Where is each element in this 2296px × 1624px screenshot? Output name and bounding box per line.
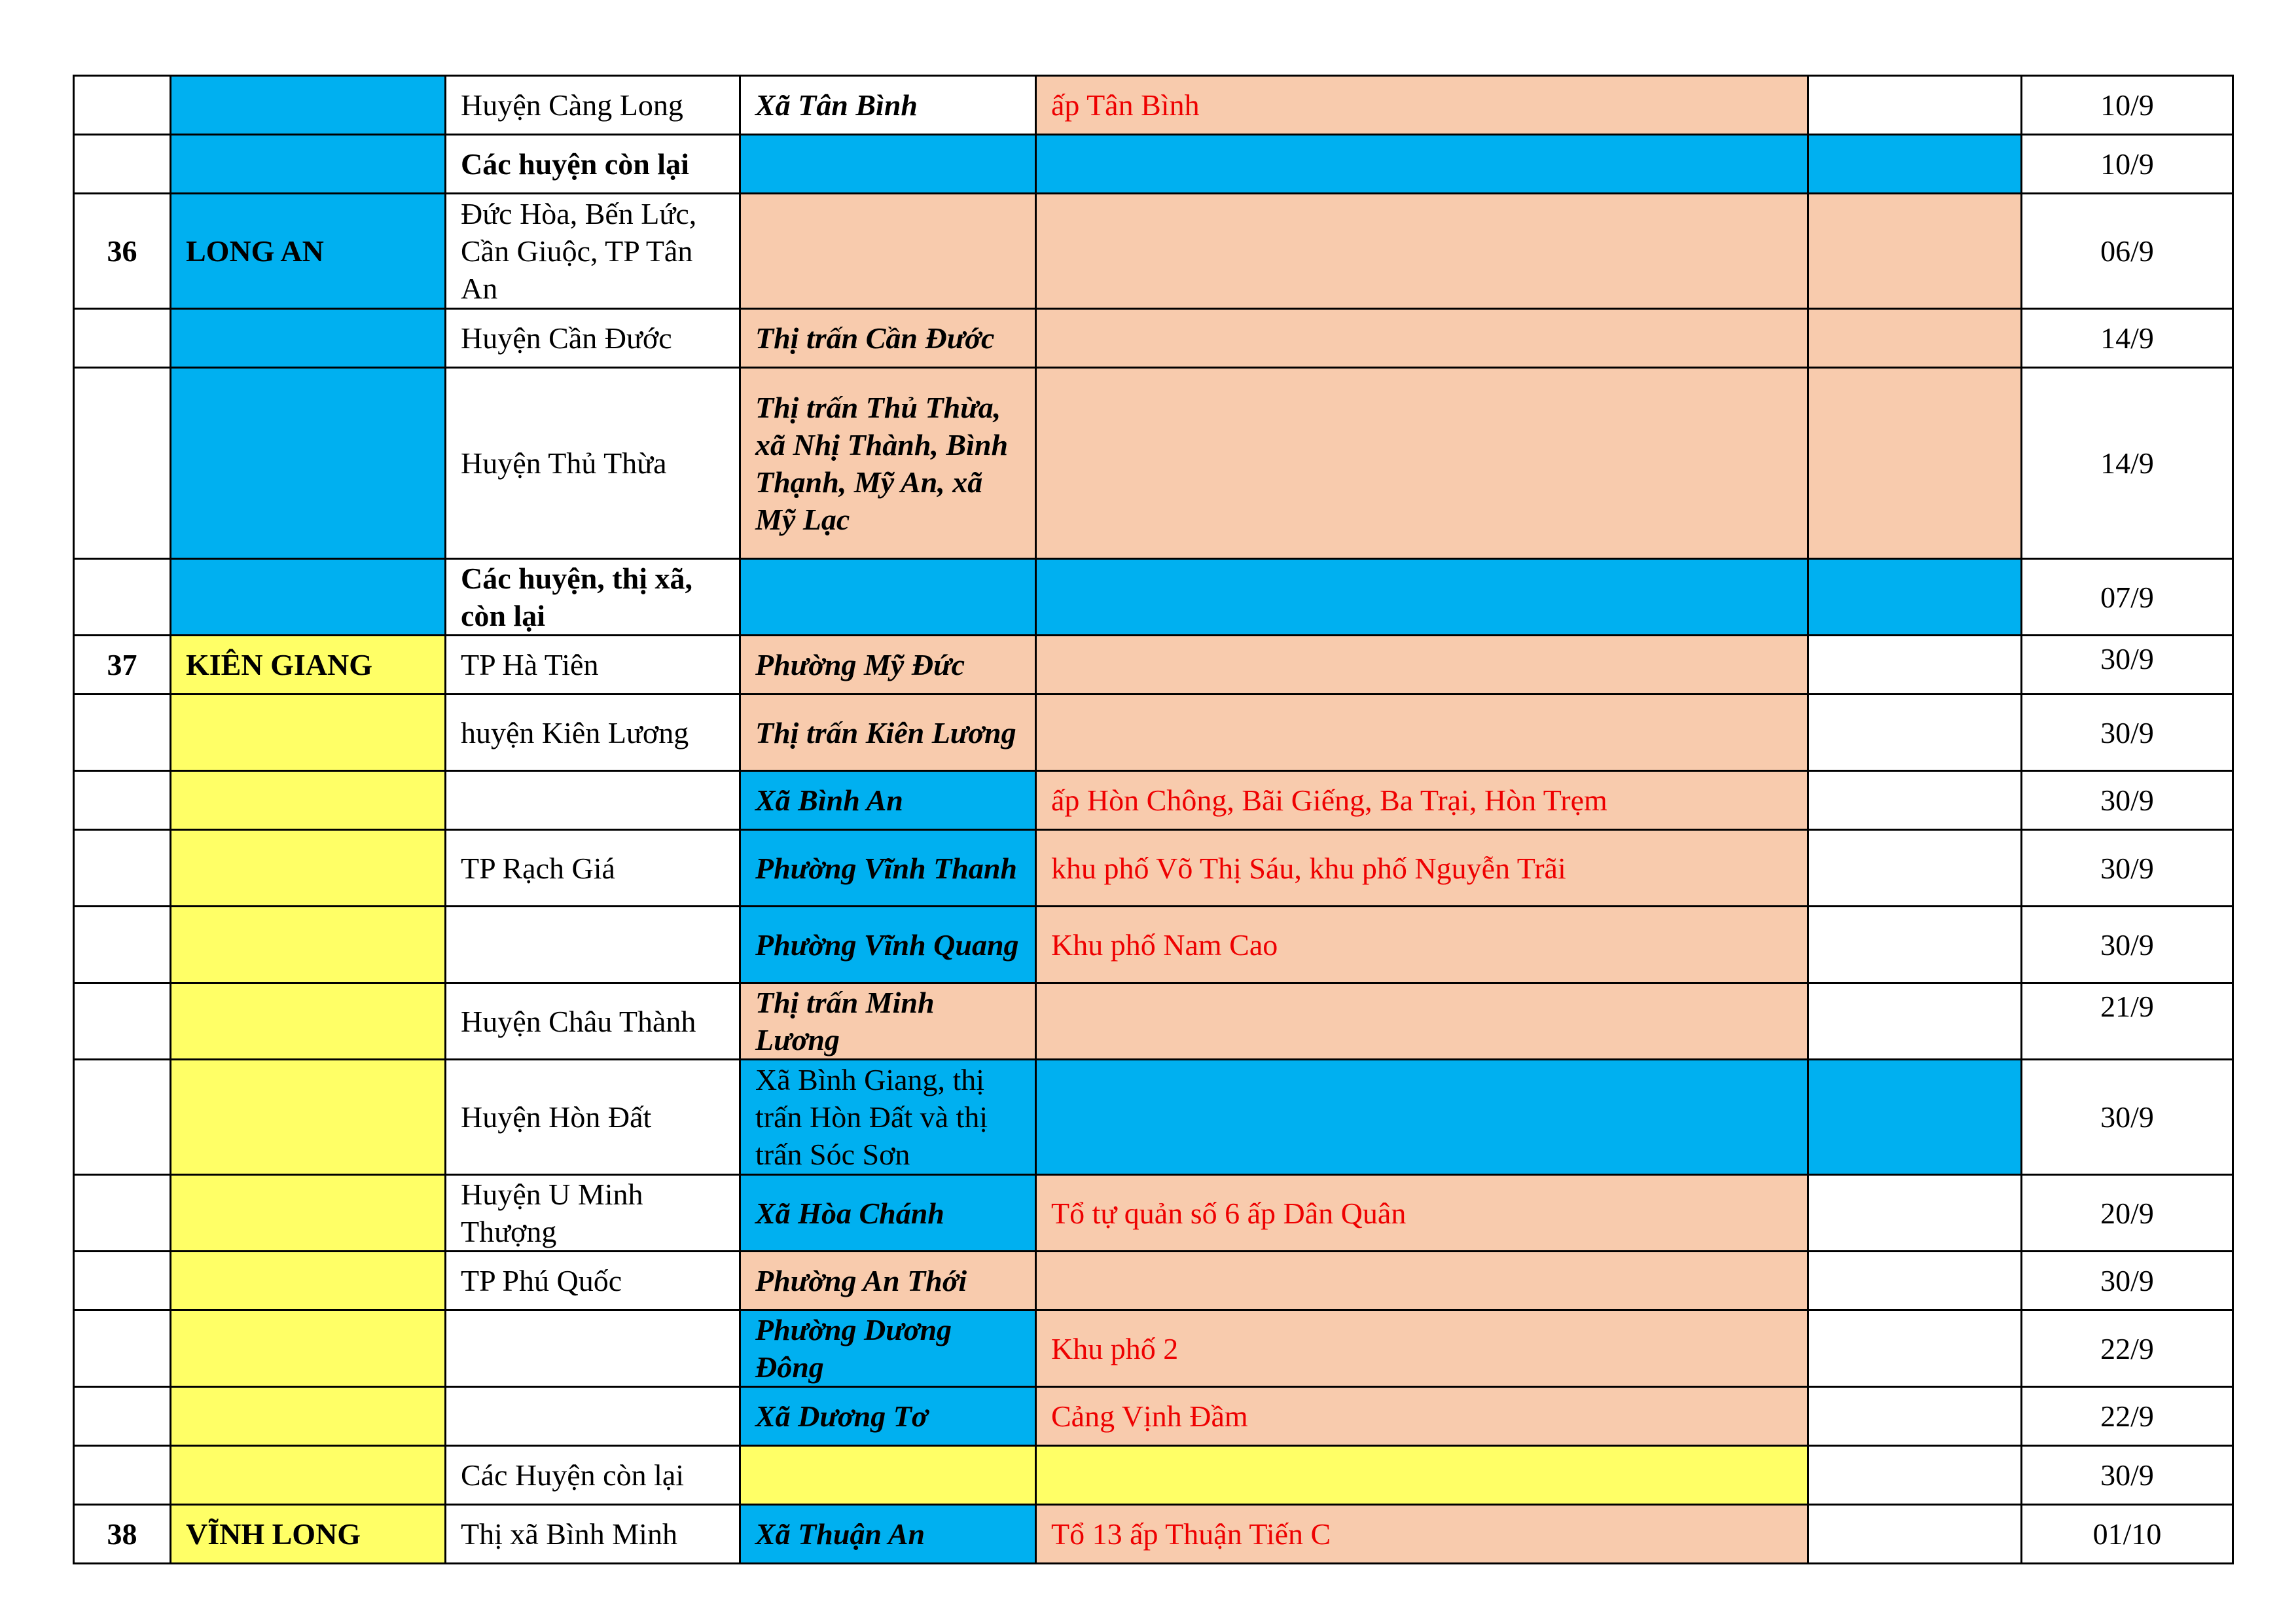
commune-cell [740, 1446, 1036, 1505]
area-cell [1036, 309, 1808, 368]
empty-cell [1808, 1446, 2022, 1505]
date-cell: 20/9 [2022, 1175, 2233, 1252]
commune-cell: Phường Dương Đông [740, 1310, 1036, 1387]
row-number: 37 [74, 636, 171, 695]
province-cell [171, 368, 446, 559]
area-cell [1036, 1252, 1808, 1310]
commune-cell: Phường Vĩnh Quang [740, 907, 1036, 983]
province-cell [171, 559, 446, 636]
district-cell [446, 1387, 740, 1446]
district-cell: Huyện Càng Long [446, 76, 740, 135]
commune-cell: Xã Bình An [740, 771, 1036, 830]
empty-cell [1808, 1310, 2022, 1387]
province-cell [171, 983, 446, 1060]
commune-cell: Thị trấn Minh Lương [740, 983, 1036, 1060]
commune-cell [740, 559, 1036, 636]
empty-cell [1808, 309, 2022, 368]
province-cell: KIÊN GIANG [171, 636, 446, 695]
district-cell: TP Phú Quốc [446, 1252, 740, 1310]
row-number: 38 [74, 1505, 171, 1564]
table-row [74, 1387, 2233, 1446]
table-row [74, 1505, 2233, 1564]
district-cell: Huyện Cần Đước [446, 309, 740, 368]
schedule-table [73, 75, 2234, 1564]
area-cell [1036, 1060, 1808, 1175]
empty-cell [1808, 1175, 2022, 1252]
area-cell [1036, 983, 1808, 1060]
row-number [74, 1387, 171, 1446]
table-row [74, 695, 2233, 771]
row-number [74, 135, 171, 194]
row-number [74, 1175, 171, 1252]
area-cell [1036, 636, 1808, 695]
empty-cell [1808, 194, 2022, 309]
empty-cell [1808, 76, 2022, 135]
province-cell [171, 1252, 446, 1310]
empty-cell [1808, 830, 2022, 907]
empty-cell [1808, 135, 2022, 194]
date-cell: 14/9 [2022, 368, 2233, 559]
district-cell [446, 1310, 740, 1387]
row-number [74, 695, 171, 771]
area-cell: Khu phố Nam Cao [1036, 907, 1808, 983]
date-cell: 30/9 [2022, 636, 2233, 695]
empty-cell [1808, 907, 2022, 983]
district-cell: Huyện Châu Thành [446, 983, 740, 1060]
row-number [74, 559, 171, 636]
province-cell [171, 1175, 446, 1252]
row-number [74, 1252, 171, 1310]
area-cell [1036, 368, 1808, 559]
commune-cell: Phường Vĩnh Thanh [740, 830, 1036, 907]
row-number [74, 830, 171, 907]
district-cell: Các Huyện còn lại [446, 1446, 740, 1505]
date-cell: 07/9 [2022, 559, 2233, 636]
commune-cell: Xã Bình Giang, thị trấn Hòn Đất và thị trấn Sóc Sơn [740, 1060, 1036, 1175]
date-cell: 01/10 [2022, 1505, 2233, 1564]
date-cell: 30/9 [2022, 907, 2233, 983]
province-cell [171, 771, 446, 830]
province-cell [171, 1060, 446, 1175]
date-cell: 22/9 [2022, 1310, 2233, 1387]
row-number [74, 1310, 171, 1387]
district-cell [446, 907, 740, 983]
commune-cell: Xã Thuận An [740, 1505, 1036, 1564]
date-cell: 22/9 [2022, 1387, 2233, 1446]
table-row [74, 771, 2233, 830]
commune-cell: Thị trấn Thủ Thừa, xã Nhị Thành, Bình Thạnh, Mỹ An, xã Mỹ Lạc [740, 368, 1036, 559]
commune-cell: Phường An Thới [740, 1252, 1036, 1310]
row-number [74, 1446, 171, 1505]
commune-cell: Phường Mỹ Đức [740, 636, 1036, 695]
area-cell: Cảng Vịnh Đầm [1036, 1387, 1808, 1446]
row-number [74, 907, 171, 983]
area-cell [1036, 559, 1808, 636]
area-cell [1036, 135, 1808, 194]
empty-cell [1808, 1252, 2022, 1310]
district-cell: TP Hà Tiên [446, 636, 740, 695]
empty-cell [1808, 636, 2022, 695]
province-cell [171, 309, 446, 368]
area-cell: Khu phố 2 [1036, 1310, 1808, 1387]
district-cell: Thị xã Bình Minh [446, 1505, 740, 1564]
district-cell: Các huyện còn lại [446, 135, 740, 194]
table-row [74, 1310, 2233, 1387]
table-row [74, 1060, 2233, 1175]
table-row [74, 194, 2233, 309]
empty-cell [1808, 1387, 2022, 1446]
row-number [74, 76, 171, 135]
row-number [74, 983, 171, 1060]
district-cell: Các huyện, thị xã, còn lại [446, 559, 740, 636]
empty-cell [1808, 1060, 2022, 1175]
table-row [74, 636, 2233, 695]
empty-cell [1808, 771, 2022, 830]
table-row [74, 830, 2233, 907]
area-cell [1036, 1446, 1808, 1505]
province-cell [171, 695, 446, 771]
date-cell: 30/9 [2022, 695, 2233, 771]
row-number: 36 [74, 194, 171, 309]
date-cell: 21/9 [2022, 983, 2233, 1060]
empty-cell [1808, 368, 2022, 559]
commune-cell [740, 194, 1036, 309]
district-cell [446, 771, 740, 830]
table-row [74, 983, 2233, 1060]
date-cell: 30/9 [2022, 1252, 2233, 1310]
province-cell [171, 76, 446, 135]
table-row [74, 135, 2233, 194]
table-row [74, 907, 2233, 983]
date-cell: 30/9 [2022, 830, 2233, 907]
empty-cell [1808, 559, 2022, 636]
date-cell: 06/9 [2022, 194, 2233, 309]
province-cell [171, 907, 446, 983]
empty-cell [1808, 695, 2022, 771]
province-cell [171, 1387, 446, 1446]
province-cell [171, 830, 446, 907]
province-cell [171, 1310, 446, 1387]
commune-cell: Xã Hòa Chánh [740, 1175, 1036, 1252]
empty-cell [1808, 1505, 2022, 1564]
area-cell: Tổ 13 ấp Thuận Tiến C [1036, 1505, 1808, 1564]
row-number [74, 771, 171, 830]
area-cell: ấp Tân Bình [1036, 76, 1808, 135]
area-cell [1036, 194, 1808, 309]
date-cell: 10/9 [2022, 76, 2233, 135]
province-cell: VĨNH LONG [171, 1505, 446, 1564]
table-row [74, 309, 2233, 368]
district-cell: Huyện U Minh Thượng [446, 1175, 740, 1252]
commune-cell: Xã Dương Tơ [740, 1387, 1036, 1446]
district-cell: Huyện Hòn Đất [446, 1060, 740, 1175]
table-row [74, 76, 2233, 135]
area-cell [1036, 695, 1808, 771]
table-row [74, 559, 2233, 636]
table-row [74, 1175, 2233, 1252]
commune-cell: Xã Tân Bình [740, 76, 1036, 135]
table-row [74, 368, 2233, 559]
province-cell: LONG AN [171, 194, 446, 309]
area-cell: khu phố Võ Thị Sáu, khu phố Nguyễn Trãi [1036, 830, 1808, 907]
area-cell: Tổ tự quản số 6 ấp Dân Quân [1036, 1175, 1808, 1252]
row-number [74, 1060, 171, 1175]
row-number [74, 368, 171, 559]
province-cell [171, 135, 446, 194]
table-row [74, 1252, 2233, 1310]
district-cell: Đức Hòa, Bến Lức, Cần Giuộc, TP Tân An [446, 194, 740, 309]
commune-cell [740, 135, 1036, 194]
province-cell [171, 1446, 446, 1505]
commune-cell: Thị trấn Kiên Lương [740, 695, 1036, 771]
district-cell: TP Rạch Giá [446, 830, 740, 907]
date-cell: 30/9 [2022, 1060, 2233, 1175]
commune-cell: Thị trấn Cần Đước [740, 309, 1036, 368]
district-cell: huyện Kiên Lương [446, 695, 740, 771]
area-cell: ấp Hòn Chông, Bãi Giếng, Ba Trại, Hòn Trẹm [1036, 771, 1808, 830]
table-row [74, 1446, 2233, 1505]
date-cell: 10/9 [2022, 135, 2233, 194]
date-cell: 30/9 [2022, 771, 2233, 830]
empty-cell [1808, 983, 2022, 1060]
row-number [74, 309, 171, 368]
date-cell: 30/9 [2022, 1446, 2233, 1505]
district-cell: Huyện Thủ Thừa [446, 368, 740, 559]
date-cell: 14/9 [2022, 309, 2233, 368]
